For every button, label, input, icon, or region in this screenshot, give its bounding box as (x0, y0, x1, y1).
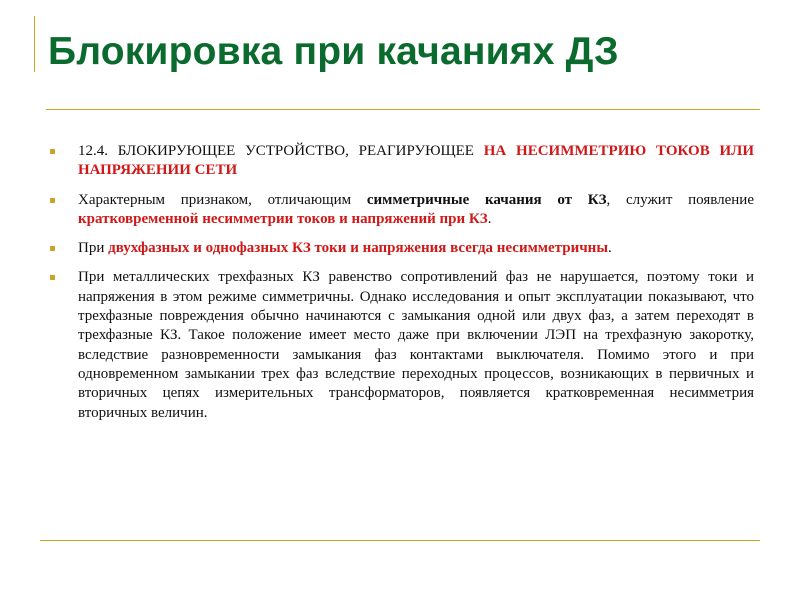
bullet-item-3 (46, 239, 754, 258)
bullet-1-highlight: НА НЕСИММЕТРИЮ ТОКОВ ИЛИ НАПРЯЖЕНИИ СЕТИ (78, 143, 754, 179)
footer-divider-line (40, 540, 760, 541)
bullet-square-icon (50, 198, 55, 203)
title-accent-vertical-line (34, 16, 35, 72)
bullet-item-1 (46, 142, 754, 181)
bullet-2-bold: симметричные качания от КЗ (366, 191, 607, 208)
bullet-3-text-a: При (78, 240, 109, 257)
bullet-square-icon (50, 275, 55, 280)
bullet-2-text-c: . (487, 210, 492, 227)
bullet-item-2 (46, 191, 754, 230)
bullet-3-text-b: . (608, 240, 612, 257)
bullet-square-icon (50, 149, 55, 154)
bullet-list (46, 142, 754, 433)
bullet-4-text: При металлических трехфазных КЗ равенство сопротивлений фаз не нарушается, поэтому токи и напряжения в этом режиме симметричны. Однако исследования и опыт эксплуатации показывают, что трехфазные повреждения обычно начинаются с замыкания одной или двух фаз, а затем переходят в трехфазные КЗ. Такое положение имеет место даже при включении ЛЭП на трехфазную закоротку, вследствие разновременности замыкания фаз контактами выключателя. Помимо этого и при одновременном замыкании трех фаз вследствие переходных процессов, возникающих в первичных и вторичных цепях измерительных трансформаторов, появляется кратковременная несимметрия вторичных величин. (78, 269, 754, 421)
bullet-1-text: 12.4. БЛОКИРУЮЩЕЕ УСТРОЙСТВО, РЕАГИРУЮЩЕЕ (78, 143, 484, 159)
slide-title: Блокировка при качаниях ДЗ (48, 30, 619, 73)
bullet-square-icon (50, 246, 55, 251)
bullet-2-text-a: Характерным признаком, отличающим (78, 191, 367, 208)
bullet-item-4 (46, 268, 754, 422)
title-divider-line (46, 109, 760, 110)
bullet-2-highlight: кратковременной несимметрии токов и напряжений при КЗ (78, 210, 488, 227)
bullet-3-highlight: двухфазных и однофазных КЗ токи и напряжения всегда несимметричны (108, 240, 609, 257)
bullet-2-text-b: , служит появление (606, 191, 754, 208)
